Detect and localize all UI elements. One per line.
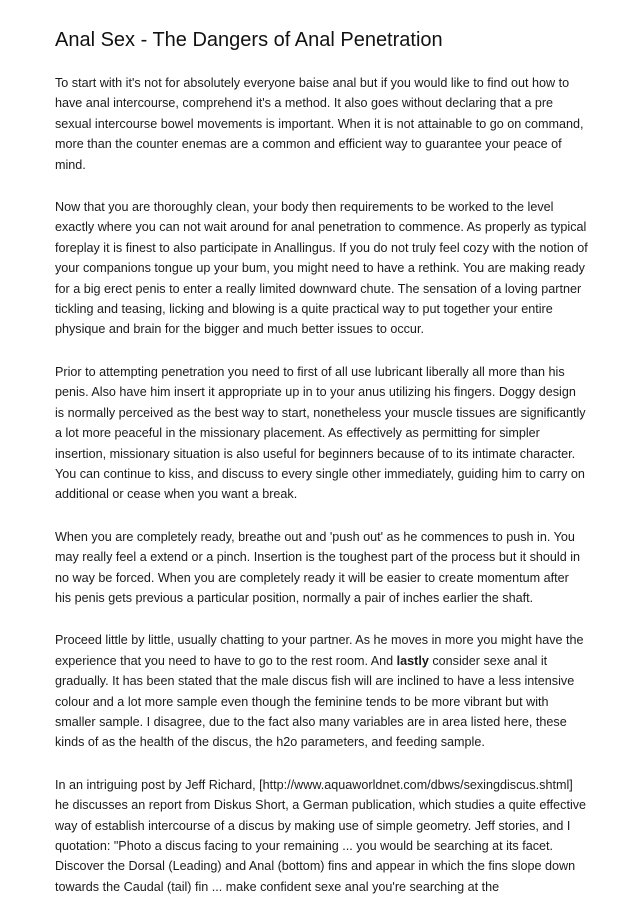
paragraph-3: Prior to attempting penetration you need to first of all use lubricant liberally all more than his penis. Also have him insert it appropriate up in to your anus utilizing his fingers. Doggy design is normally perceived as the best way to start, nonetheless your muscle tissues are significantly a lot more peaceful in the missionary placement. As effectively as permitting for simpler insertion, missionary situation is also useful for beginners because of to its intimate character. You can continue to kiss, and discuss to every single other immediately, guiding him to carry on additional or cease when you want a break. <box>55 364 586 502</box>
paragraph-4: When you are completely ready, breathe out and 'push out' as he commences to push in. You may really feel a extend or a pinch. Insertion is the toughest part of the process but it should in no way be forced. When you are completely ready it will be easier to create momentum after his penis gets previous a particular position, normally a pair of inches earlier the shaft. <box>55 529 581 605</box>
paragraph-1: To start with it's not for absolutely everyone baise anal but if you would like to find out how to have anal intercourse, comprehend it's a method. It also goes without declaring that a pre sexual intercourse bowel movements is important. When it is not attainable to go on command, more than the counter enemas are a common and efficient way to guarantee your peace of mind. <box>55 76 584 172</box>
document-page <box>55 28 588 919</box>
paragraph-5-end: consider sexe anal it gradually. It has been stated that the male discus fish will are inclined to have a less intensive colour and a lot more sample even though the feminine tends to be more vibrant but with smaller sample. I disagree, due to the fact also many variables are in area listed here, these kinds of as the health of the discus, the h2o parameters, and feeding sample. <box>55 653 575 750</box>
bold-word: lastly <box>396 653 429 668</box>
paragraph-5 <box>55 630 588 752</box>
paragraph-6: In an intriguing post by Jeff Richard, [http://www.aquaworldnet.com/dbws/sexingdiscus.shtml] he discusses an report from Diskus Short, a German publication, which studies a quite effective way of establish intercourse of a discus by making use of simple geometry. Jeff stories, and I quotation: "Photo a discus facing to your remaining ... you would be searching at its facet. Discover the Dorsal (Leading) and Anal (bottom) fins and appear in which the fins slope down towards the Caudal (tail) fin ... make confident sexe anal you're searching at the <box>55 777 587 894</box>
paragraph-2: Now that you are thoroughly clean, your body then requirements to be worked to the level exactly where you can not wait around for anal penetration to commence. As properly as typical foreplay it is finest to also participate in Anallingus. If you do not truly feel cozy with the notion of your companions tongue up your bum, you might need to have a rethink. You are making ready for a big erect penis to enter a really limited downward chute. The sensation of a loving partner tickling and teasing, licking and blowing is a quite practical way to put together your entire physique and brain for the bigger and much better issues to occur. <box>55 200 588 337</box>
paragraph-5-start: Proceed little by little, usually chatting to your partner. As he moves in more you might have the experience that you need to have to go to the rest room. And <box>55 633 584 668</box>
document-title: Anal Sex - The Dangers of Anal Penetration <box>55 29 443 51</box>
